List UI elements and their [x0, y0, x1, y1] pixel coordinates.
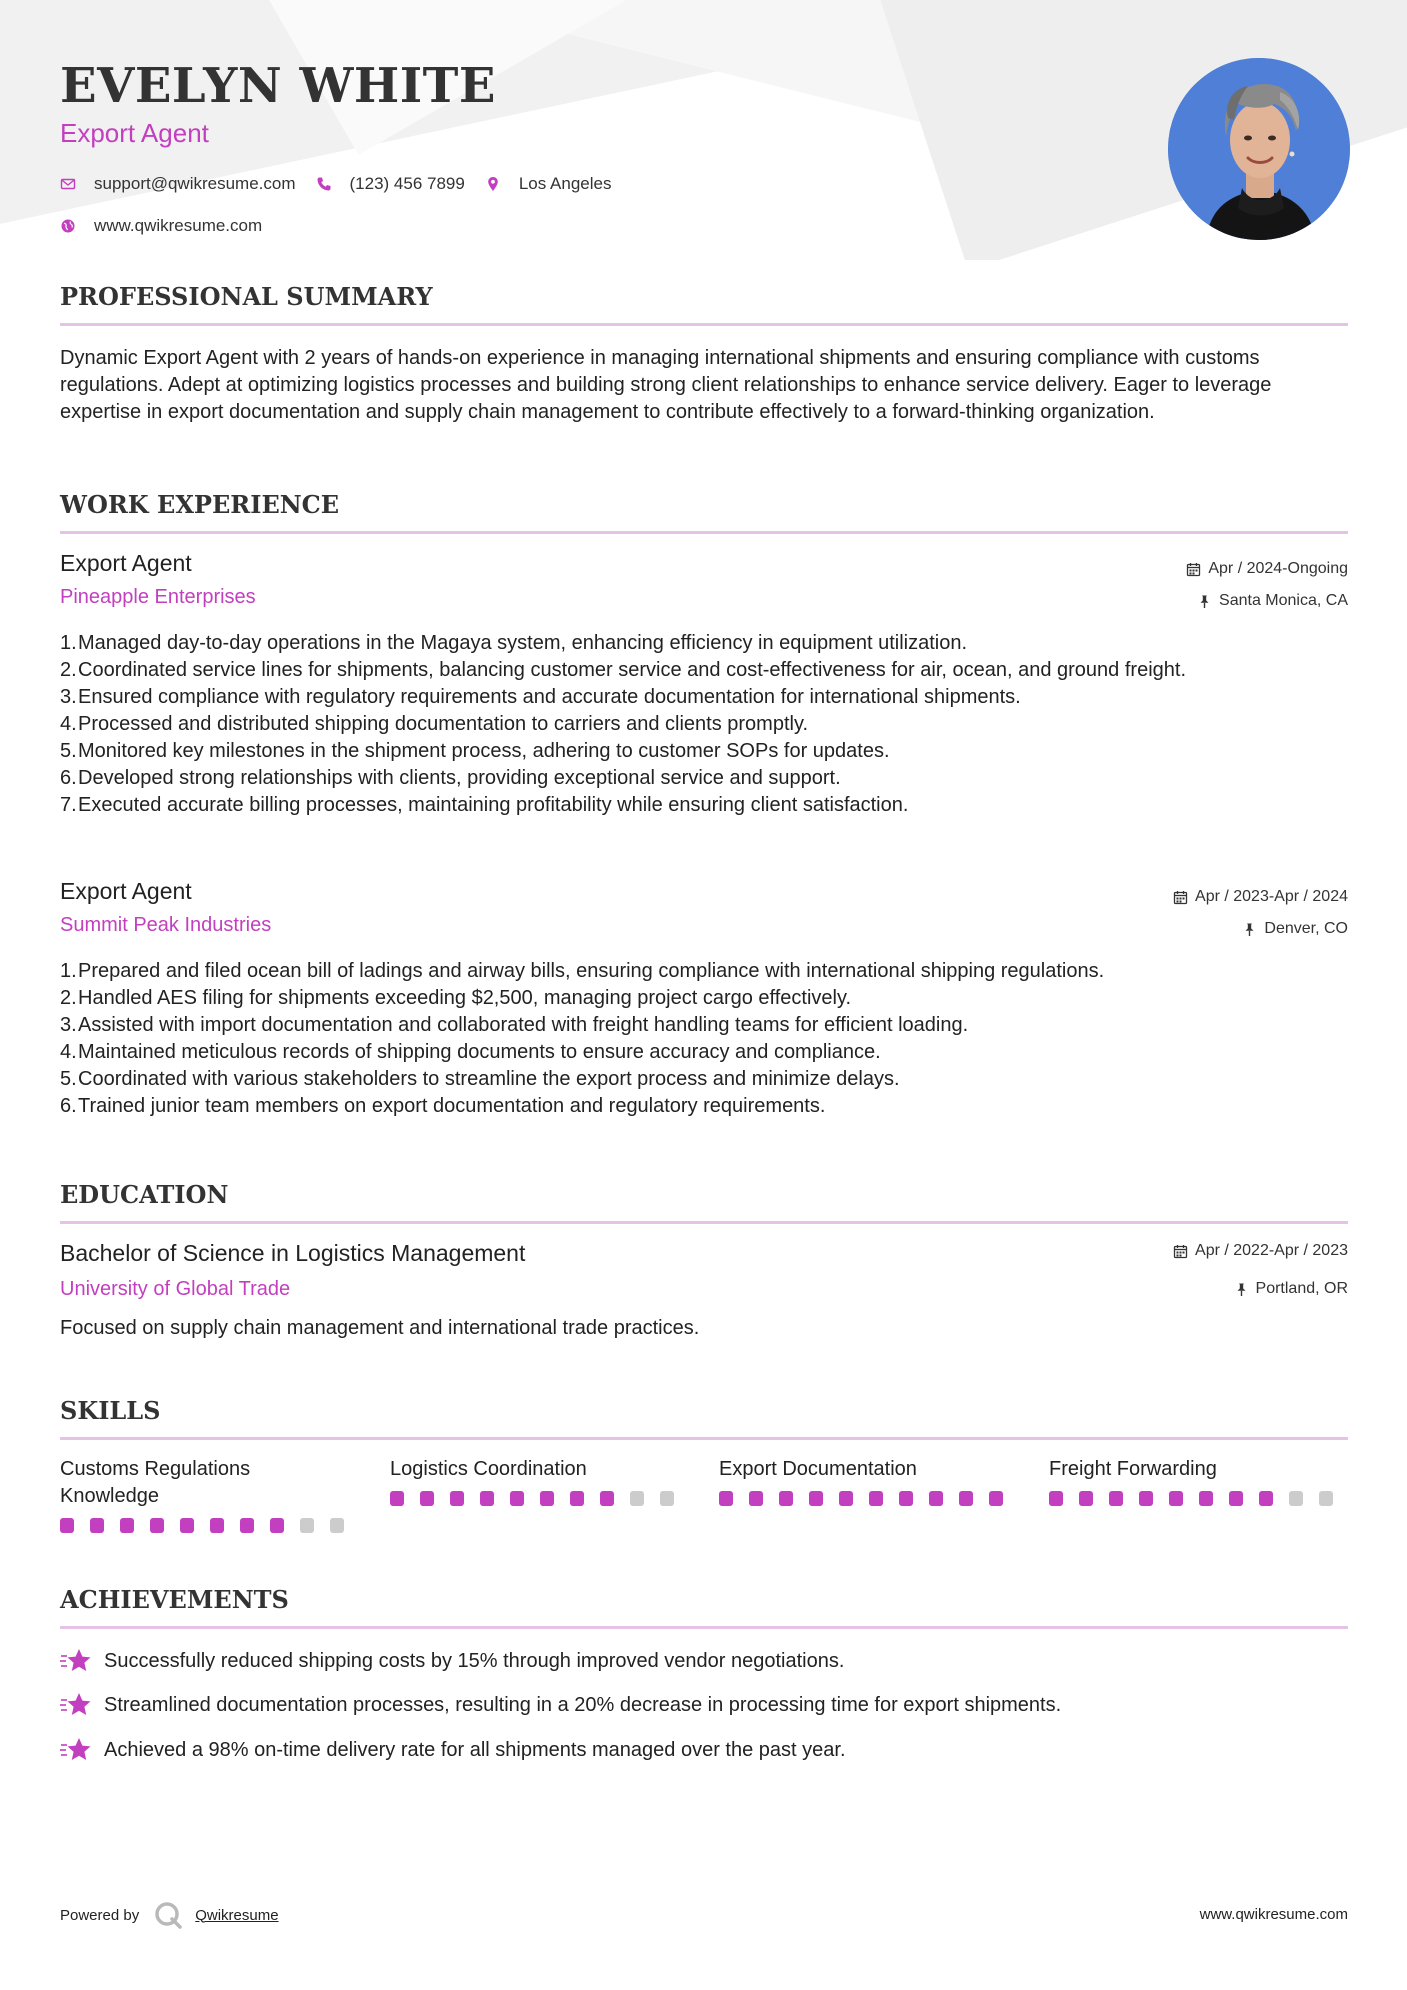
achievement-item	[60, 1692, 1061, 1718]
job-role: Export Agent	[60, 550, 192, 576]
skill-dot-empty	[660, 1491, 674, 1506]
skill-dot-filled	[1079, 1491, 1093, 1506]
skill-dot-filled	[120, 1518, 134, 1533]
skill-dot-filled	[1199, 1491, 1213, 1506]
job-bullets	[60, 958, 1348, 1120]
education-dates-text: Apr / 2022-Apr / 2023	[1195, 1242, 1348, 1259]
calendar-icon	[1173, 890, 1188, 905]
skill-item	[1049, 1456, 1349, 1506]
skill-rating	[719, 1491, 1019, 1506]
skill-dot-filled	[839, 1491, 853, 1506]
skill-dot-filled	[1109, 1491, 1123, 1506]
list-item: 4. Maintained meticulous records of shipping documents to ensure accuracy and compliance.	[60, 1041, 881, 1063]
skill-dot-filled	[450, 1491, 464, 1506]
qwikresume-logo-icon	[153, 1900, 183, 1930]
skill-dot-empty	[1319, 1491, 1333, 1506]
contact-website[interactable]	[60, 216, 262, 236]
section-divider	[60, 1221, 1348, 1224]
pushpin-icon	[1197, 594, 1212, 609]
education-location	[1234, 1280, 1348, 1298]
phone-icon	[316, 176, 332, 192]
list-item: 1. Prepared and filed ocean bill of ladings and airway bills, ensuring compliance with international shipping regulations.	[60, 960, 1105, 982]
skill-dot-filled	[1049, 1491, 1063, 1506]
powered-by-label: Powered by	[60, 1906, 140, 1924]
skill-dot-empty	[630, 1491, 644, 1506]
skill-dot-filled	[510, 1491, 524, 1506]
list-item: 6. Trained junior team members on export documentation and regulatory requirements.	[60, 1095, 826, 1117]
skill-dot-filled	[989, 1491, 1003, 1506]
education-location-text: Portland, OR	[1255, 1280, 1348, 1297]
star-icon	[60, 1737, 92, 1763]
skill-dot-filled	[899, 1491, 913, 1506]
job-company: Pineapple Enterprises	[60, 586, 256, 608]
contact-row-secondary	[60, 216, 282, 236]
contact-email-text: support@qwikresume.com	[94, 174, 296, 193]
list-item: 2. Coordinated service lines for shipments, balancing customer service and cost-effectiveness for air, ocean, and ground freight.	[60, 659, 1186, 681]
contact-website-text: www.qwikresume.com	[94, 216, 263, 235]
job-location-text: Denver, CO	[1264, 920, 1348, 937]
experience-title: WORK EXPERIENCE	[60, 490, 340, 519]
list-item: 5. Coordinated with various stakeholders to streamline the export process and minimize delays.	[60, 1068, 900, 1090]
skill-dot-filled	[390, 1491, 404, 1506]
list-item: 1. Managed day-to-day operations in the Magaya system, enhancing efficiency in equipment utilization.	[60, 632, 968, 654]
footer-powered-by	[60, 1900, 279, 1930]
star-icon	[60, 1648, 92, 1674]
list-item: 2. Handled AES filing for shipments exceeding $2,500, managing project cargo effectively.	[60, 987, 852, 1009]
skill-dot-filled	[240, 1518, 254, 1533]
education-school: University of Global Trade	[60, 1278, 291, 1300]
experience-section	[60, 490, 1348, 534]
summary-section	[60, 282, 1348, 426]
candidate-title: Export Agent	[60, 118, 209, 148]
skill-name: Logistics Coordination	[390, 1458, 587, 1480]
skill-dot-filled	[270, 1518, 284, 1533]
envelope-icon	[60, 176, 76, 192]
skill-item	[390, 1456, 690, 1506]
skill-dot-empty	[1289, 1491, 1303, 1506]
achievements-title: ACHIEVEMENTS	[60, 1585, 289, 1614]
list-item: 7. Executed accurate billing processes, maintaining profitability while ensuring client satisfaction.	[60, 794, 909, 816]
skills-section	[60, 1396, 1348, 1440]
skill-dot-filled	[959, 1491, 973, 1506]
pushpin-icon	[1234, 1282, 1249, 1297]
section-divider	[60, 1437, 1348, 1440]
job-company: Summit Peak Industries	[60, 914, 272, 936]
skill-rating	[390, 1491, 690, 1506]
skill-dot-filled	[480, 1491, 494, 1506]
profile-photo	[1168, 58, 1350, 240]
skills-title: SKILLS	[60, 1396, 161, 1425]
job-role: Export Agent	[60, 878, 192, 904]
skills-grid	[60, 1456, 1348, 1556]
footer-website[interactable]: www.qwikresume.com	[1199, 1906, 1348, 1923]
job-dates	[1186, 560, 1348, 578]
globe-icon	[60, 218, 76, 234]
achievement-text: Streamlined documentation processes, resulting in a 20% decrease in processing time for export shipments.	[104, 1693, 1062, 1716]
skill-dot-filled	[809, 1491, 823, 1506]
skill-dot-filled	[600, 1491, 614, 1506]
achievement-item	[60, 1648, 844, 1674]
job-location-text: Santa Monica, CA	[1219, 592, 1348, 609]
list-item: 6. Developed strong relationships with clients, providing exceptional service and support.	[60, 767, 841, 789]
contact-email[interactable]	[60, 174, 296, 194]
job-location	[1197, 592, 1348, 610]
summary-title: PROFESSIONAL SUMMARY	[60, 282, 433, 311]
skill-dot-filled	[60, 1518, 74, 1533]
list-item: 5. Monitored key milestones in the shipment process, adhering to customer SOPs for updates.	[60, 740, 890, 762]
section-divider	[60, 1626, 1348, 1629]
list-item: 4. Processed and distributed shipping documentation to carriers and clients promptly.	[60, 713, 809, 735]
list-item: 3. Assisted with import documentation and collaborated with freight handling teams for efficient loading.	[60, 1014, 969, 1036]
calendar-icon	[1173, 1244, 1188, 1259]
skill-dot-filled	[180, 1518, 194, 1533]
job-dates-text: Apr / 2024-Ongoing	[1208, 560, 1348, 577]
skill-name: Customs Regulations Knowledge	[60, 1458, 251, 1507]
skill-dot-filled	[420, 1491, 434, 1506]
calendar-icon	[1186, 562, 1201, 577]
skill-dot-filled	[779, 1491, 793, 1506]
skill-dot-filled	[749, 1491, 763, 1506]
job-location	[1242, 920, 1348, 938]
skill-dot-filled	[869, 1491, 883, 1506]
skill-dot-filled	[719, 1491, 733, 1506]
education-title: EDUCATION	[60, 1180, 229, 1209]
contact-phone-text: (123) 456 7899	[349, 174, 465, 193]
skill-dot-empty	[300, 1518, 314, 1533]
contact-location	[485, 174, 612, 194]
skill-dot-filled	[210, 1518, 224, 1533]
skill-dot-filled	[90, 1518, 104, 1533]
skill-dot-filled	[929, 1491, 943, 1506]
skill-rating	[1049, 1491, 1349, 1506]
candidate-name: EVELYN WHITE	[60, 58, 496, 114]
skill-name: Export Documentation	[719, 1458, 917, 1480]
achievement-text: Achieved a 98% on-time delivery rate for all shipments managed over the past year.	[104, 1738, 846, 1761]
skill-item	[719, 1456, 1019, 1506]
education-description: Focused on supply chain management and international trade practices.	[60, 1317, 700, 1339]
achievement-text: Successfully reduced shipping costs by 15% through improved vendor negotiations.	[104, 1649, 845, 1672]
job-dates-text: Apr / 2023-Apr / 2024	[1195, 888, 1348, 905]
achievements-section	[60, 1585, 1348, 1629]
education-degree: Bachelor of Science in Logistics Management	[60, 1240, 526, 1266]
footer-brand-link[interactable]: Qwikresume	[195, 1906, 279, 1924]
education-dates	[1173, 1242, 1348, 1260]
list-item: 3. Ensured compliance with regulatory requirements and accurate documentation for international shipments.	[60, 686, 1021, 708]
skill-dot-filled	[1229, 1491, 1243, 1506]
skill-rating	[60, 1518, 360, 1533]
contact-location-text: Los Angeles	[518, 174, 612, 193]
skill-dot-empty	[330, 1518, 344, 1533]
star-icon	[60, 1692, 92, 1718]
skill-name: Freight Forwarding	[1049, 1458, 1217, 1480]
section-divider	[60, 323, 1348, 326]
skill-item	[60, 1456, 360, 1533]
achievement-item	[60, 1737, 846, 1763]
skill-dot-filled	[1139, 1491, 1153, 1506]
skill-dot-filled	[570, 1491, 584, 1506]
skill-dot-filled	[1169, 1491, 1183, 1506]
skill-dot-filled	[1259, 1491, 1273, 1506]
section-divider	[60, 531, 1348, 534]
summary-text: Dynamic Export Agent with 2 years of hands-on experience in managing international shipments and ensuring compliance with customs regulations. Adept at optimizing logistics processes and building strong client relationships to enhance service delivery. Eager to leverage expertise in export documentation and supply chain management to contribute effectively to a forward-thinking organization.	[60, 347, 1272, 423]
contact-phone[interactable]	[316, 174, 465, 194]
contact-row-primary	[60, 174, 631, 194]
job-bullets	[60, 630, 1348, 819]
education-section	[60, 1180, 1348, 1224]
skill-dot-filled	[540, 1491, 554, 1506]
job-dates	[1173, 888, 1348, 906]
map-pin-icon	[485, 176, 501, 192]
skill-dot-filled	[150, 1518, 164, 1533]
pushpin-icon	[1242, 922, 1257, 937]
